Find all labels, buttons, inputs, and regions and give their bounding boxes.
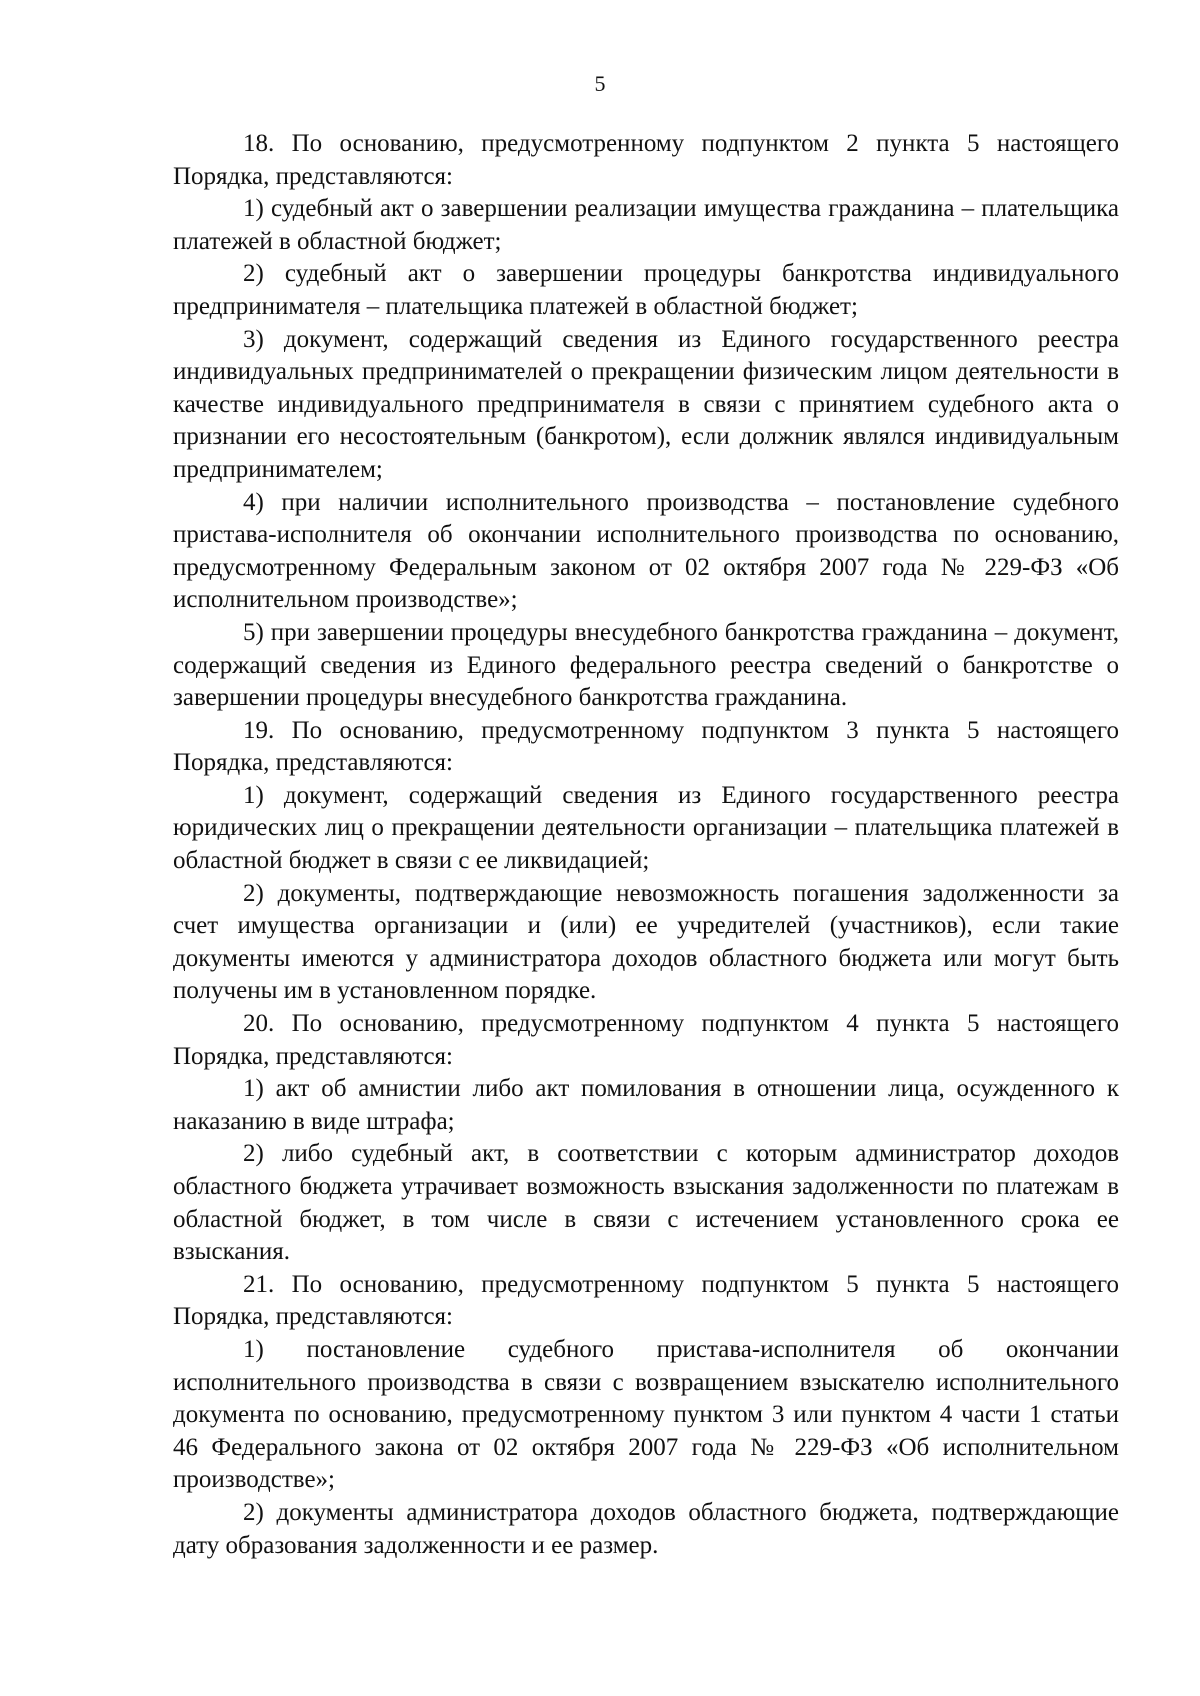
paragraph-19-item-1: 1) документ, содержащий сведения из Единого государственного реестра юридических лиц о прекращении деятельности организации – плательщика платежей в областной бюджет в связи с ее ликвидацией; xyxy=(173,781,1119,875)
paragraph-18-item-4: 4) при наличии исполнительного производства – постановление судебного пристава-исполнителя об окончании исполнительного производства по основанию, предусмотренному Федеральным законом от 02 октября 2007 года № 229-ФЗ «Об исполнительном производстве»; xyxy=(173,488,1119,614)
paragraph-21-item-2: 2) документы администратора доходов областного бюджета, подтверждающие дату образования задолженности и ее размер. xyxy=(173,1498,1119,1559)
paragraph-20-heading: 20. По основанию, предусмотренному подпунктом 4 пункта 5 настоящего Порядка, представляются: xyxy=(173,1010,1119,1070)
page-number: 5 xyxy=(594,71,606,96)
paragraph-18-item-2: 2) судебный акт о завершении процедуры банкротства индивидуального предпринимателя – плательщика платежей в областной бюджет; xyxy=(173,260,1119,320)
document-body xyxy=(173,128,1119,1562)
paragraph-18-item-1: 1) судебный акт о завершении реализации имущества гражданина – плательщика платежей в областной бюджет; xyxy=(173,195,1119,255)
paragraph-19-item-2: 2) документы, подтверждающие невозможность погашения задолженности за счет имущества организации и (или) ее учредителей (участников), если такие документы имеются у администратора доходов областного бюджета или могут быть получены им в установленном порядке. xyxy=(173,879,1119,1005)
paragraph-21-heading: 21. По основанию, предусмотренному подпунктом 5 пункта 5 настоящего Порядка, представляются: xyxy=(173,1270,1119,1331)
paragraph-18-item-5: 5) при завершении процедуры внесудебного банкротства гражданина – документ, содержащий сведения из Единого федерального реестра сведений о банкротстве о завершении процедуры внесудебного банкротства гражданина. xyxy=(173,618,1119,712)
paragraph-18-item-3: 3) документ, содержащий сведения из Единого государственного реестра индивидуальных предпринимателей о прекращении физическим лицом деятельности в качестве индивидуального предпринимателя в связи с принятием судебного акта о признании его несостоятельным (банкротом), если должник являлся индивидуальным предпринимателем; xyxy=(173,325,1119,483)
paragraph-20-item-2: 2) либо судебный акт, в соответствии с которым администратор доходов областного бюджета утрачивает возможность взыскания задолженности по платежам в областной бюджет, в том числе в связи с истечением установленного срока ее взыскания. xyxy=(173,1140,1119,1266)
paragraph-21-item-1: 1) постановление судебного пристава-исполнителя об окончании исполнительного производства в связи с возвращением взыскателю исполнительного документа по основанию, предусмотренному пунктом 3 или пунктом 4 части 1 статьи 46 Федерального закона от 02 октября 2007 года № 229-ФЗ «Об исполнительном производстве»; xyxy=(173,1335,1119,1494)
paragraph-18-heading: 18. По основанию, предусмотренному подпунктом 2 пункта 5 настоящего Порядка, представляются: xyxy=(173,130,1119,190)
paragraph-19-heading: 19. По основанию, предусмотренному подпунктом 3 пункта 5 настоящего Порядка, представляются: xyxy=(173,716,1119,777)
paragraph-20-item-1: 1) акт об амнистии либо акт помилования в отношении лица, осужденного к наказанию в виде штрафа; xyxy=(173,1075,1119,1135)
